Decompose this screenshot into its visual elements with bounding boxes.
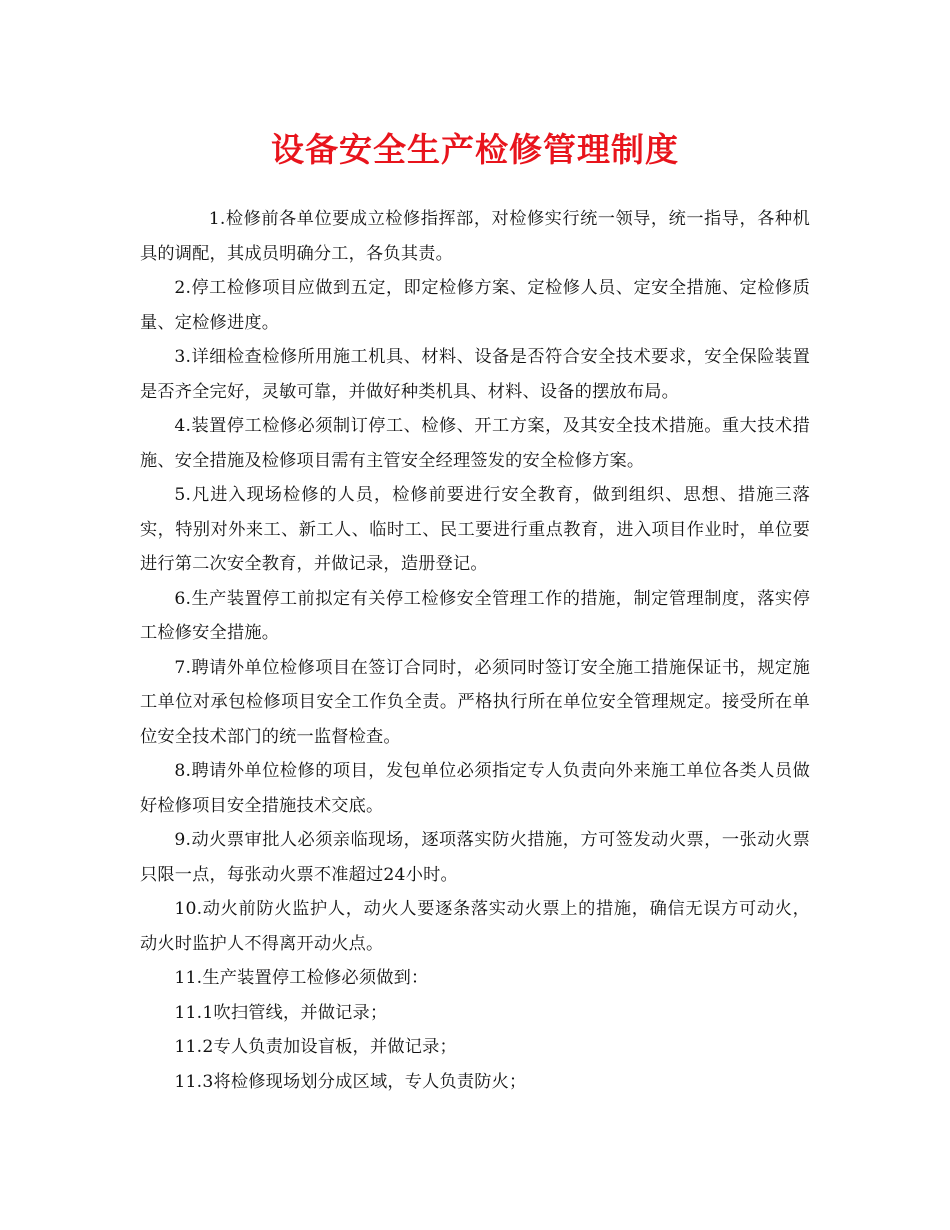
paragraph-9: 9.动火票审批人必须亲临现场，逐项落实防火措施，方可签发动火票，一张动火票只限一点，每张动火票不准超过24小时。 bbox=[140, 830, 810, 885]
paragraph-5: 5.凡进入现场检修的人员，检修前要进行安全教育，做到组织、思想、措施三落实，特别对外来工、新工人、临时工、民工要进行重点教育，进入项目作业时，单位要进行第二次安全教育，并做记录，造册登记。 bbox=[140, 485, 810, 574]
document-body bbox=[140, 202, 810, 1099]
paragraph-11: 11.生产装置停工检修必须做到： bbox=[174, 968, 429, 988]
paragraph-11-2: 11.2专人负责加设盲板，并做记录； bbox=[174, 1037, 457, 1057]
paragraph-11-3: 11.3将检修现场划分成区域，专人负责防火； bbox=[174, 1071, 527, 1092]
paragraph-2: 2.停工检修项目应做到五定，即定检修方案、定检修人员、定安全措施、定检修质量、定检修进度。 bbox=[140, 278, 810, 333]
paragraph-3: 3.详细检查检修所用施工机具、材料、设备是否符合安全技术要求，安全保险装置是否齐全完好，灵敏可靠，并做好种类机具、材料、设备的摆放布局。 bbox=[140, 347, 810, 402]
paragraph-11-1: 11.1吹扫管线，并做记录； bbox=[174, 1002, 388, 1023]
paragraph-7: 7.聘请外单位检修项目在签订合同时，必须同时签订安全施工措施保证书，规定施工单位对承包检修项目安全工作负全责。严格执行所在单位安全管理规定。接受所在单位安全技术部门的统一监督检查。 bbox=[140, 657, 810, 747]
paragraph-4: 4.装置停工检修必须制订停工、检修、开工方案，及其安全技术措施。重大技术措施、安全措施及检修项目需有主管安全经理签发的安全检修方案。 bbox=[140, 416, 810, 471]
paragraph-6: 6.生产装置停工前拟定有关停工检修安全管理工作的措施，制定管理制度，落实停工检修安全措施。 bbox=[140, 588, 810, 643]
paragraph-1: 1.检修前各单位要成立检修指挥部，对检修实行统一领导，统一指导，各种机具的调配，其成员明确分工，各负其责。 bbox=[140, 209, 810, 264]
paragraph-10: 10.动火前防火监护人，动火人要逐条落实动火票上的措施，确信无误方可动火，动火时监护人不得离开动火点。 bbox=[140, 899, 810, 954]
document-title: 设备安全生产检修管理制度 bbox=[271, 130, 679, 169]
paragraph-8: 8.聘请外单位检修的项目，发包单位必须指定专人负责向外来施工单位各类人员做好检修项目安全措施技术交底。 bbox=[140, 761, 810, 816]
